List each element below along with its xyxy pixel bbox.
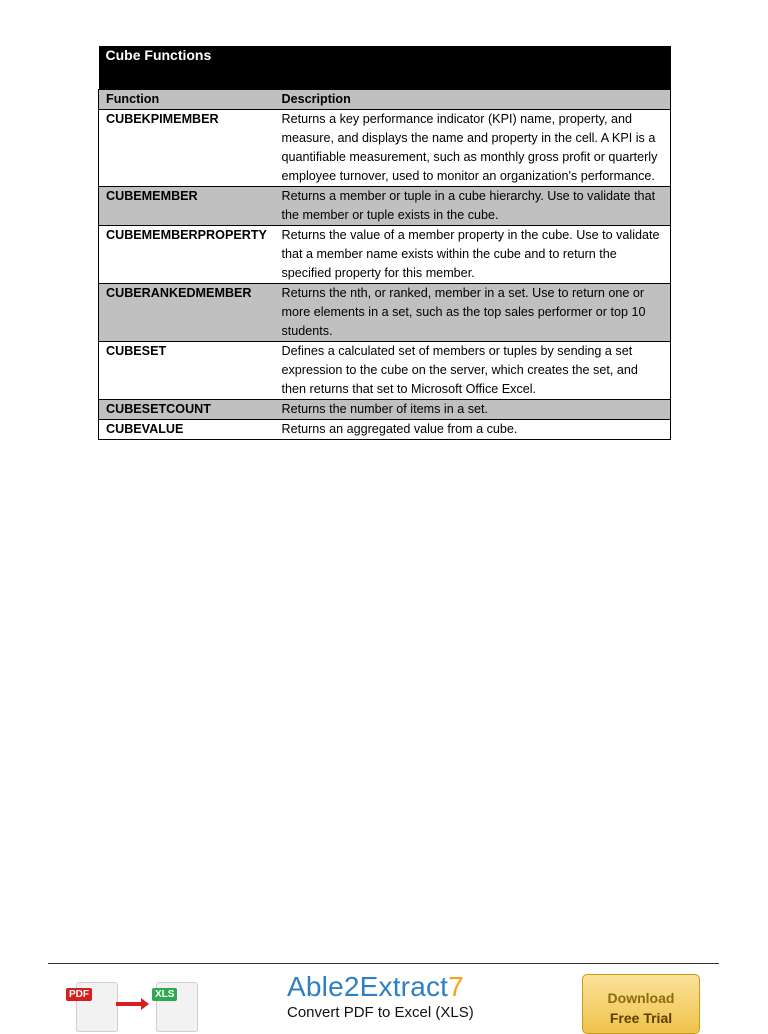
table-row: [99, 342, 671, 400]
table-row: [99, 400, 671, 420]
brand-banner[interactable]: [287, 970, 497, 1021]
table-row: [99, 110, 671, 187]
arrow-right-icon: [116, 1002, 142, 1006]
pdf-badge: PDF: [66, 988, 92, 1001]
brand-version: 7: [448, 971, 464, 1002]
footer-divider: [48, 963, 719, 964]
table-title: Cube Functions: [99, 46, 671, 90]
function-description: Returns the number of items in a set.: [275, 400, 671, 420]
table-row: [99, 284, 671, 342]
table-header-row: [99, 90, 671, 110]
function-description: Defines a calculated set of members or tuples by sending a set expression to the cube on the server, which creates the set, and then returns that set to Microsoft Office Excel.: [275, 342, 671, 400]
function-name: CUBEMEMBER: [99, 187, 275, 226]
cube-functions-table: [98, 46, 671, 440]
function-description: Returns a member or tuple in a cube hierarchy. Use to validate that the member or tuple exists in the cube.: [275, 187, 671, 226]
xls-badge: XLS: [152, 988, 177, 1001]
table-row: [99, 226, 671, 284]
table-row: [99, 420, 671, 440]
cube-functions-table-wrap: [98, 46, 670, 440]
function-name: CUBESET: [99, 342, 275, 400]
function-description: Returns the nth, or ranked, member in a set. Use to return one or more elements in a set, such as the top sales performer or top 10 students.: [275, 284, 671, 342]
table-row: [99, 187, 671, 226]
download-label: Download: [607, 990, 675, 1006]
table-title-row: [99, 46, 671, 90]
function-name: CUBEVALUE: [99, 420, 275, 440]
pdf-to-xls-graphic[interactable]: [66, 980, 201, 1024]
column-header-description: Description: [275, 90, 671, 110]
function-name: CUBEKPIMEMBER: [99, 110, 275, 187]
download-free-trial-button[interactable]: [582, 974, 700, 1034]
function-name: CUBESETCOUNT: [99, 400, 275, 420]
brand-logo: [287, 970, 497, 1004]
function-description: Returns a key performance indicator (KPI) name, property, and measure, and displays the name and property in the cell. A KPI is a quantifiable measurement, such as monthly gross profit or quarterly employee turnover, used to monitor an organization's performance.: [275, 110, 671, 187]
brand-tagline: Convert PDF to Excel (XLS): [287, 1004, 474, 1021]
function-name: CUBERANKEDMEMBER: [99, 284, 275, 342]
free-trial-label: Free Trial: [609, 1010, 673, 1026]
brand-name: Able2Extract: [287, 971, 449, 1002]
function-description: Returns the value of a member property in the cube. Use to validate that a member name exists within the cube and to return the specified property for this member.: [275, 226, 671, 284]
function-name: CUBEMEMBERPROPERTY: [99, 226, 275, 284]
function-description: Returns an aggregated value from a cube.: [275, 420, 671, 440]
column-header-function: Function: [99, 90, 275, 110]
